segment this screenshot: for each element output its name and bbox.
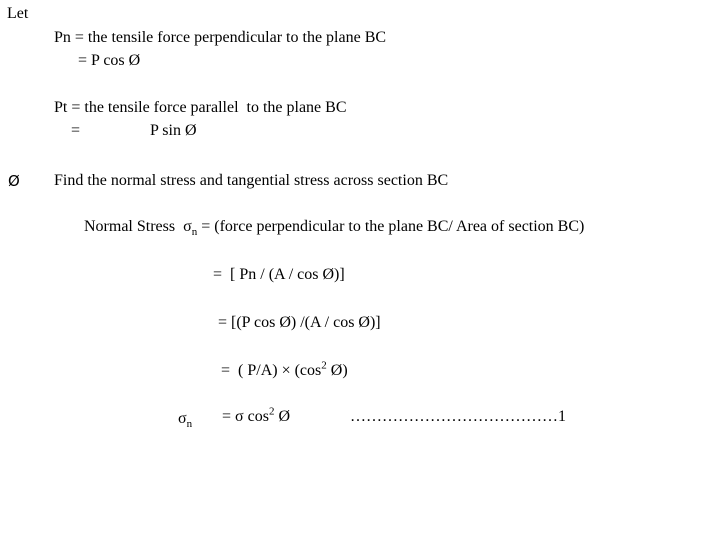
- result-sigma: [178, 409, 192, 429]
- normal-stress-step1: = [ Pn / (A / cos Ø)]: [213, 266, 345, 283]
- normal-stress-step2: = [(P cos Ø) /(A / cos Ø)]: [218, 314, 381, 331]
- result-equation-number: [350, 407, 566, 427]
- result-eq-prefix: = σ cos: [222, 408, 269, 425]
- step3-prefix: = ( P/A) × (cos: [221, 362, 322, 379]
- result-sigma-subscript: n: [186, 418, 193, 431]
- result-eq-suffix: Ø: [274, 408, 291, 425]
- let-label: Let: [7, 5, 29, 22]
- result-equation: [222, 407, 290, 427]
- pt-value: P sin Ø: [150, 122, 197, 139]
- normal-stress-step3: [221, 361, 348, 381]
- pt-equals: =: [71, 122, 81, 139]
- normal-stress-formula: [84, 217, 584, 237]
- normal-stress-suffix: = (force perpendicular to the plane BC/ Area of section BC): [197, 218, 585, 235]
- normal-stress-prefix: Normal Stress σ: [84, 218, 192, 235]
- normal-stress-subscript: n: [191, 226, 198, 239]
- arrow-bullet-icon: Ø: [8, 172, 20, 190]
- step3-suffix: Ø): [326, 362, 348, 379]
- pn-equation: = P cos Ø: [78, 52, 141, 69]
- result-dots: …………………………………: [350, 408, 558, 425]
- pn-definition: Pn = the tensile force perpendicular to the plane BC: [54, 29, 387, 46]
- equation-number: 1: [558, 408, 566, 425]
- step3-superscript: 2: [321, 359, 327, 372]
- result-eq-superscript: 2: [268, 405, 275, 418]
- pt-definition: Pt = the tensile force parallel to the plane BC: [54, 99, 347, 116]
- result-sigma-symbol: σ: [178, 410, 187, 427]
- bullet-text: Find the normal stress and tangential stress across section BC: [54, 172, 449, 189]
